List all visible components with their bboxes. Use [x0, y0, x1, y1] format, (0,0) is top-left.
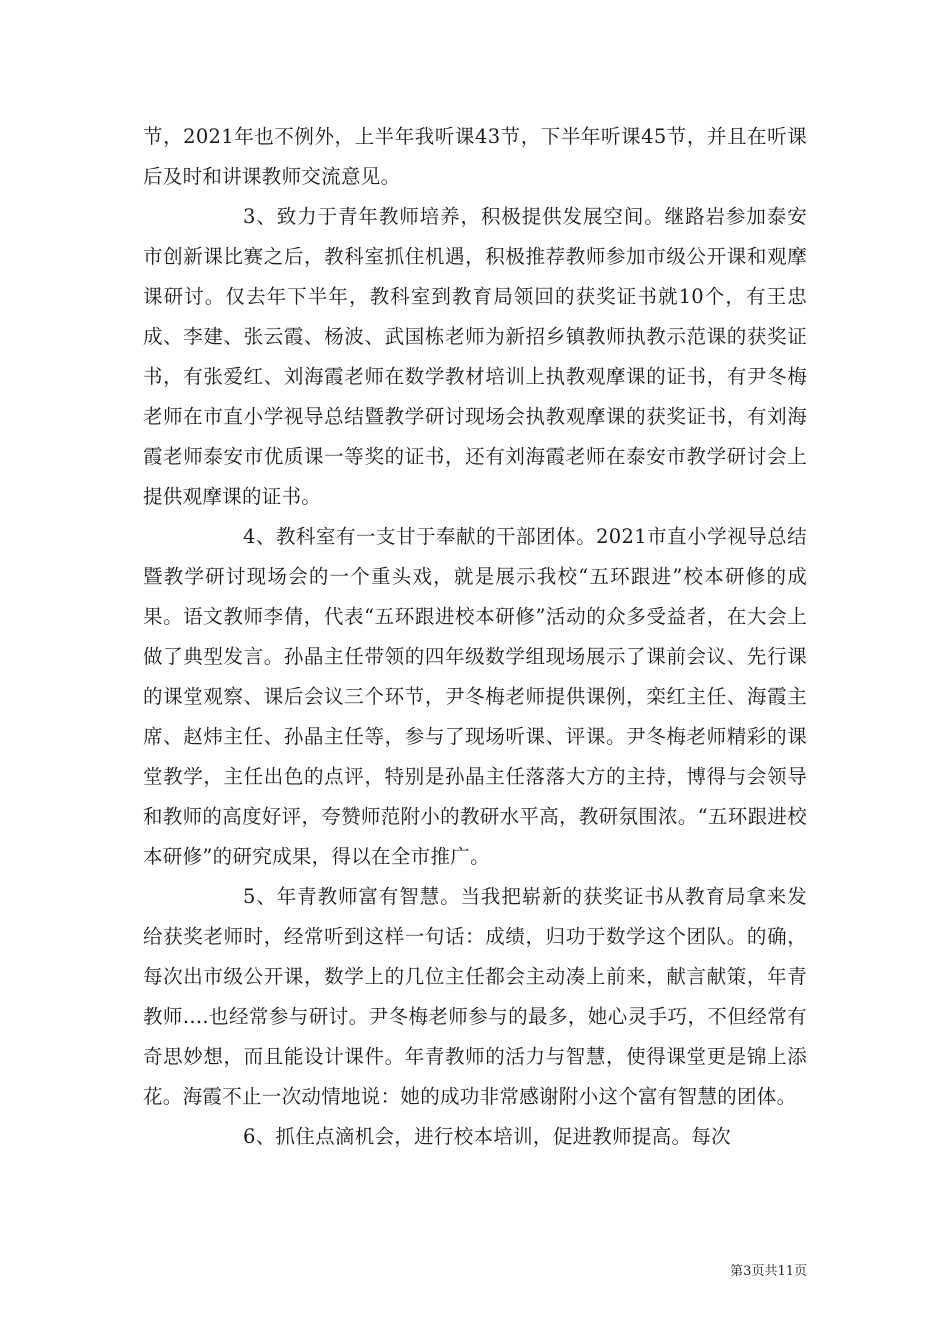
- paragraph-6: 6、抓住点滴机会，进行校本培训，促进教师提高。每次: [243, 1125, 731, 1148]
- paragraph-5: 5、年青教师富有智慧。当我把崭新的获奖证书从教育局拿来发给获奖老师时，经常听到这样一句话：成绩，归功于数学这个团队。的确，每次出市级公开课，数学上的几位主任都会主动凑上前来，献言献策，年青教师....也经常参与研讨。尹冬梅老师参与的最多，她心灵手巧，不但经常有奇思妙想，而且能设计课件。年青教师的活力与智慧，使得课堂更是锦上添花。海霞不止一次动情地说：她的成功非常感谢附小这个富有智慧的团体。: [143, 885, 807, 1108]
- paragraph-4: 4、教科室有一支甘于奉献的干部团体。2021市直小学视导总结暨教学研讨现场会的一个重头戏，就是展示我校“五环跟进”校本研修的成果。语文教师李倩，代表“五环跟进校本研修”活动的众多受益者，在大会上做了典型发言。孙晶主任带领的四年级数学组现场展示了课前会议、先行课的课堂观察、课后会议三个环节，尹冬梅老师提供课例，栾红主任、海霞主席、赵炜主任、孙晶主任等，参与了现场听课、评课。尹冬梅老师精彩的课堂教学，主任出色的点评，特别是孙晶主任落落大方的主持，博得与会领导和教师的高度好评，夸赞师范附小的教研水平高，教研氛围浓。“五环跟进校本研修”的研究成果，得以在全市推广。: [143, 525, 807, 868]
- paragraph-3: 3、致力于青年教师培养，积极提供发展空间。继路岩参加泰安市创新课比赛之后，教科室抓住机遇，积极推荐教师参加市级公开课和观摩课研讨。仅去年下半年，教科室到教育局领回的获奖证书就10个，有王忠成、李建、张云霞、杨波、武国栋老师为新招乡镇教师执教示范课的获奖证书，有张爱红、刘海霞老师在数学教材培训上执教观摩课的证书，有尹冬梅老师在市直小学视导总结暨教学研讨现场会执教观摩课的获奖证书，有刘海霞老师泰安市优质课一等奖的证书，还有刘海霞老师在泰安市教学研讨会上提供观摩课的证书。: [143, 205, 807, 508]
- document-body: [143, 117, 807, 1157]
- page-number-footer: 第3页共11页: [730, 1264, 807, 1279]
- paragraph-continuation: 节，2021年也不例外，上半年我听课43节，下半年听课45节，并且在听课后及时和讲课教师交流意见。: [143, 125, 807, 188]
